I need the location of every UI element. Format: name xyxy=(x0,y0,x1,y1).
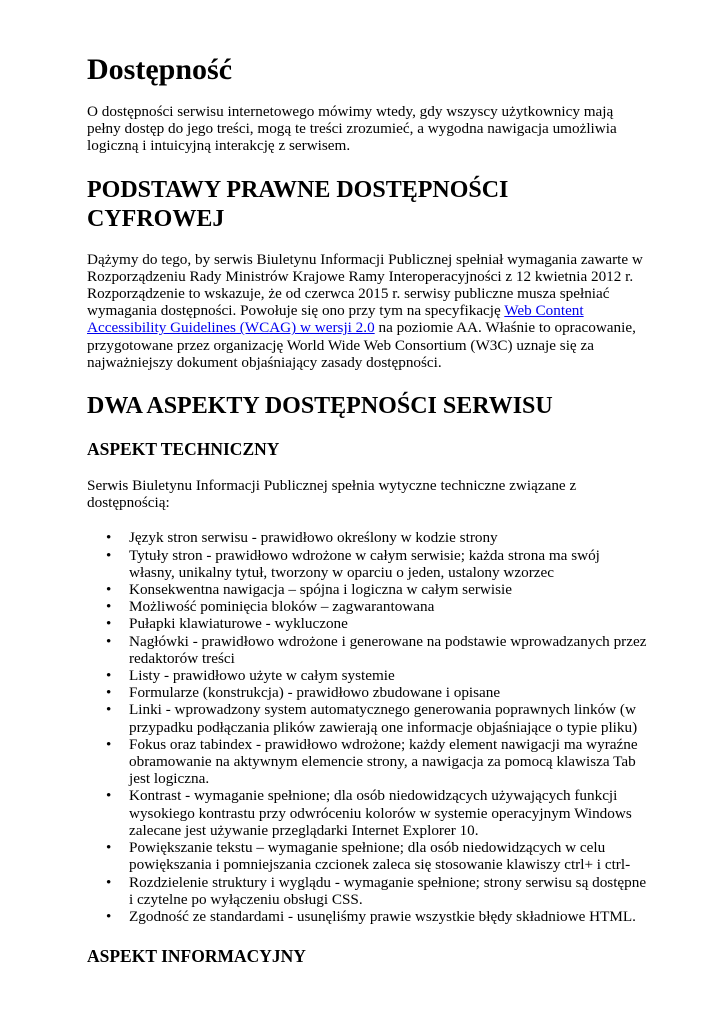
page-title: Dostępność xyxy=(87,53,233,86)
subheading-informational: ASPEKT INFORMACYJNY xyxy=(87,946,306,967)
list-item xyxy=(106,735,647,788)
document-content xyxy=(87,52,647,984)
list-item xyxy=(106,839,647,874)
list-item xyxy=(106,787,647,839)
wcag-link[interactable]: Web Content Accessibility Guidelines (WCAG) w wersji 2.0 xyxy=(87,302,584,337)
list-item xyxy=(106,581,647,599)
list-item xyxy=(106,667,647,685)
bullet-icon: • xyxy=(106,735,112,753)
list-item-text: Fokus oraz tabindex - prawidłowo wdrożone; każdy element nawigacji ma wyraźne obramowanie na aktywnym elemencie strony, a nawigacja za pomocą klawisza Tab jest logiczna. xyxy=(129,735,638,788)
bullet-icon: • xyxy=(106,701,112,719)
list-item xyxy=(106,701,647,736)
bullet-icon: • xyxy=(106,598,112,616)
list-item xyxy=(106,546,647,581)
subheading-technical: ASPEKT TECHNICZNY xyxy=(87,439,280,460)
list-item-text: Rozdzielenie struktury i wyglądu - wymaganie spełnione; strony serwisu są dostępne i czytelne po wyłączeniu obsługi CSS. xyxy=(129,873,647,908)
bullet-icon: • xyxy=(106,873,112,891)
list-item xyxy=(106,684,647,702)
technical-paragraph: Serwis Biuletynu Informacji Publicznej spełnia wytyczne techniczne związane z dostępnością: xyxy=(87,477,577,512)
bullet-icon: • xyxy=(106,907,112,925)
list-item xyxy=(106,907,647,925)
list-item-text: Kontrast - wymaganie spełnione; dla osób niedowidzących używających funkcji wysokiego kontrastu przy odwróceniu kolorów w systemie operacyjnym Windows zalecane jest używanie przeglądarki Internet Explorer 10. xyxy=(129,787,632,839)
list-item-text: Zgodność ze standardami - usunęliśmy prawie wszystkie błędy składniowe HTML. xyxy=(129,907,636,925)
bullet-icon: • xyxy=(106,684,112,702)
bullet-icon: • xyxy=(106,839,112,857)
legal-text-after: na poziomie AA. Właśnie to opracowanie, przygotowane przez organizację World Wide Web Consortium (W3C) uznaje się za najważniejszy dokument objaśniający zasady dostępności. xyxy=(87,319,636,371)
list-item-text: Tytuły stron - prawidłowo wdrożone w całym serwisie; każda strona ma swój własny, unikalny tytuł, tworzony w oparciu o jeden, ustalony wzorzec xyxy=(129,546,600,581)
list-item-text: Konsekwentna nawigacja – spójna i logiczna w całym serwisie xyxy=(129,581,512,599)
bullet-icon: • xyxy=(106,667,112,685)
list-item xyxy=(106,598,647,616)
section-heading-legal: PODSTAWY PRAWNE DOSTĘPNOŚCI CYFROWEJ xyxy=(87,176,509,232)
technical-list xyxy=(87,529,647,925)
list-item-text: Linki - wprowadzony system automatycznego generowania poprawnych linków (w przypadku podłączania plików zawierają one informacje objaśniające o typie pliku) xyxy=(129,701,638,736)
list-item-text: Pułapki klawiaturowe - wykluczone xyxy=(129,615,348,633)
list-item-text: Formularze (konstrukcja) - prawidłowo zbudowane i opisane xyxy=(129,684,501,702)
legal-text-before: Dążymy do tego, by serwis Biuletynu Informacji Publicznej spełniał wymagania zawarte w Rozporządzeniu Rady Ministrów Krajowe Ramy Interoperacyjności z 12 kwietnia 2012 r. Rozporządzenie to wskazuje, że od czerwca 2015 r. serwisy publiczne musza spełniać wymagania dostępności. Powołuje się ono przy tym na specyfikację xyxy=(87,250,643,320)
list-item-text: Możliwość pominięcia bloków – zagwarantowana xyxy=(129,598,435,616)
bullet-icon: • xyxy=(106,787,112,805)
list-item xyxy=(106,873,647,908)
intro-paragraph: O dostępności serwisu internetowego mówimy wtedy, gdy wszyscy użytkownicy mają pełny dostęp do jego treści, mogą te treści zrozumieć, a wygodna nawigacja umożliwia logiczną i intuicyjną interakcję z serwisem. xyxy=(87,103,617,155)
bullet-icon: • xyxy=(106,581,112,599)
list-item xyxy=(106,632,647,667)
bullet-icon: • xyxy=(106,615,112,633)
list-item-text: Listy - prawidłowo użyte w całym systemie xyxy=(129,667,395,685)
legal-paragraph xyxy=(87,251,647,371)
list-item-text: Powiększanie tekstu – wymaganie spełnione; dla osób niedowidzących w celu powiększania i pomniejszania czcionek zaleca się stosowanie klawiszy ctrl+ i ctrl- xyxy=(129,839,631,874)
bullet-icon: • xyxy=(106,546,112,564)
bullet-icon: • xyxy=(106,529,112,547)
list-item-text: Nagłówki - prawidłowo wdrożone i generowane na podstawie wprowadzanych przez redaktorów treści xyxy=(129,632,647,667)
list-item-text: Język stron serwisu - prawidłowo określony w kodzie strony xyxy=(129,529,498,547)
bullet-icon: • xyxy=(106,632,112,650)
list-item xyxy=(106,529,647,547)
list-item xyxy=(106,615,647,633)
section-heading-aspects: DWA ASPEKTY DOSTĘPNOŚCI SERWISU xyxy=(87,393,553,420)
